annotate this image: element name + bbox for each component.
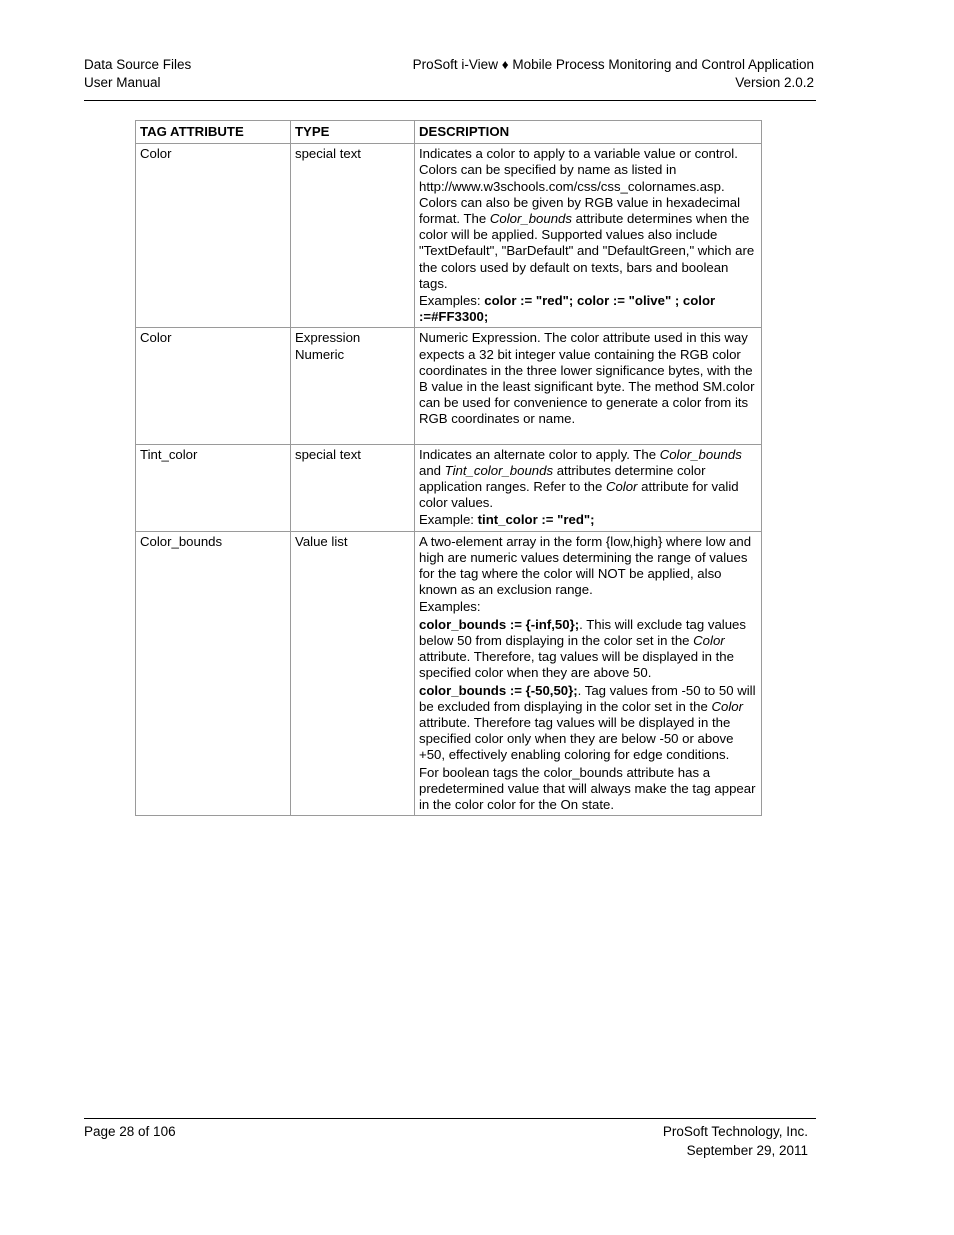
- table-row: [136, 328, 762, 444]
- description-italic: Color: [693, 632, 725, 648]
- column-header-description: DESCRIPTION: [415, 121, 762, 144]
- description-text: attribute for valid color values.: [419, 479, 739, 511]
- description-italic: Color_bounds: [659, 446, 742, 462]
- description-text: Examples:: [419, 293, 485, 309]
- footer-company: ProSoft Technology, Inc.: [662, 1124, 808, 1139]
- attribute-cell: Tint_color: [136, 444, 291, 531]
- description-cell: [415, 144, 762, 328]
- table-header-row: [136, 121, 762, 144]
- description-text: . This will exclude tag values below 50 from displaying in the color set in the: [419, 616, 746, 648]
- description-text: Indicates a color to apply to a variable value or control. Colors can be specified by name as listed in http://www.w3schools.com/css/css_colornames.asp. Colors can also be given by RGB value in hexadecimal format. The: [419, 146, 741, 227]
- header-right: [413, 56, 814, 92]
- description-text: attribute determines when the color will be applied. Supported values also include "TextDefault", "BarDefault" and "DefaultGreen," which are the colors used by default on texts, bars and boolean tags.: [419, 211, 755, 291]
- table-row: [136, 444, 762, 531]
- code-example: color := "red"; color := "olive" ; color :=#FF3300;: [419, 293, 716, 325]
- description-cell: [415, 444, 762, 531]
- header-section-title: Data Source Files: [84, 57, 192, 72]
- attribute-cell: Color_bounds: [136, 531, 291, 815]
- description-text: Example:: [419, 512, 478, 528]
- description-paragraph: For boolean tags the color_bounds attribute has a predetermined value that will always make the tag appear in the color color for the On state.: [419, 764, 756, 812]
- footer-right: [663, 1122, 808, 1160]
- description-paragraph: Numeric Expression. The color attribute used in this way expects a 32 bit integer value containing the RGB color coordinates in the three lower significance bytes, with the B value in the least significant byte. The method SM.color can be used for convenience to generate a color from its RGB coordinates or name.: [419, 330, 755, 427]
- type-cell: [291, 144, 415, 328]
- description-paragraph: [419, 293, 756, 325]
- description-paragraph: Examples:: [419, 599, 481, 615]
- type-line: Value list: [295, 533, 348, 549]
- description-italic: Color_bounds: [489, 211, 572, 227]
- footer-divider: [84, 1118, 816, 1119]
- page-number: Page 28 of 106: [84, 1124, 176, 1139]
- type-line: special text: [295, 446, 361, 462]
- code-example: color_bounds := {-inf,50};: [419, 616, 580, 632]
- type-line: special text: [295, 146, 361, 162]
- type-cell: [291, 444, 415, 531]
- table-row: [136, 531, 762, 815]
- description-cell: [415, 531, 762, 815]
- description-text: and: [419, 462, 445, 478]
- header-version: Version 2.0.2: [735, 75, 814, 90]
- description-italic: Tint_color_bounds: [444, 462, 554, 478]
- description-paragraph: [419, 447, 756, 512]
- table-row: [136, 144, 762, 328]
- header-divider: [84, 100, 816, 101]
- description-paragraph: [419, 617, 756, 682]
- attribute-cell: Color: [136, 328, 291, 444]
- tag-attribute-table: [135, 120, 762, 816]
- description-cell: [415, 328, 762, 444]
- footer-left: [84, 1122, 176, 1141]
- type-line: Numeric: [295, 346, 345, 362]
- description-paragraph: [419, 146, 756, 292]
- type-line: Expression: [295, 330, 361, 346]
- footer-date: September 29, 2011: [686, 1143, 808, 1158]
- code-example: tint_color := "red";: [477, 512, 595, 528]
- description-paragraph: A two-element array in the form {low,high} where low and high are numeric values determining the range of values for the tag where the color will NOT be applied, also known as an exclusion range.: [419, 533, 752, 598]
- attribute-cell: Color: [136, 144, 291, 328]
- header-product-title: ProSoft i-View ♦ Mobile Process Monitoring and Control Application: [412, 57, 814, 72]
- description-text: Indicates an alternate color to apply. The: [419, 446, 660, 462]
- description-text: attribute. Therefore, tag values will be displayed in the specified color when they are above 50.: [419, 649, 734, 681]
- description-text: . Tag values from -50 to 50 will be excluded from displaying in the color set in the: [419, 682, 756, 714]
- header-manual-title: User Manual: [84, 75, 161, 90]
- description-paragraph: [419, 512, 756, 528]
- code-example: color_bounds := {-50,50};: [419, 682, 578, 698]
- type-cell: [291, 531, 415, 815]
- description-paragraph: [419, 683, 756, 764]
- type-cell: [291, 328, 415, 444]
- header-left: [84, 56, 191, 92]
- column-header-tag-attribute: TAG ATTRIBUTE: [136, 121, 291, 144]
- description-text: attribute. Therefore tag values will be displayed in the specified color only when they are below -50 or above +50, effectively enabling coloring for edge conditions.: [419, 714, 734, 763]
- description-text: attributes determine color application ranges. Refer to the: [419, 462, 706, 495]
- description-italic: Color: [605, 479, 638, 495]
- description-italic: Color: [711, 698, 744, 714]
- column-header-type: TYPE: [291, 121, 415, 144]
